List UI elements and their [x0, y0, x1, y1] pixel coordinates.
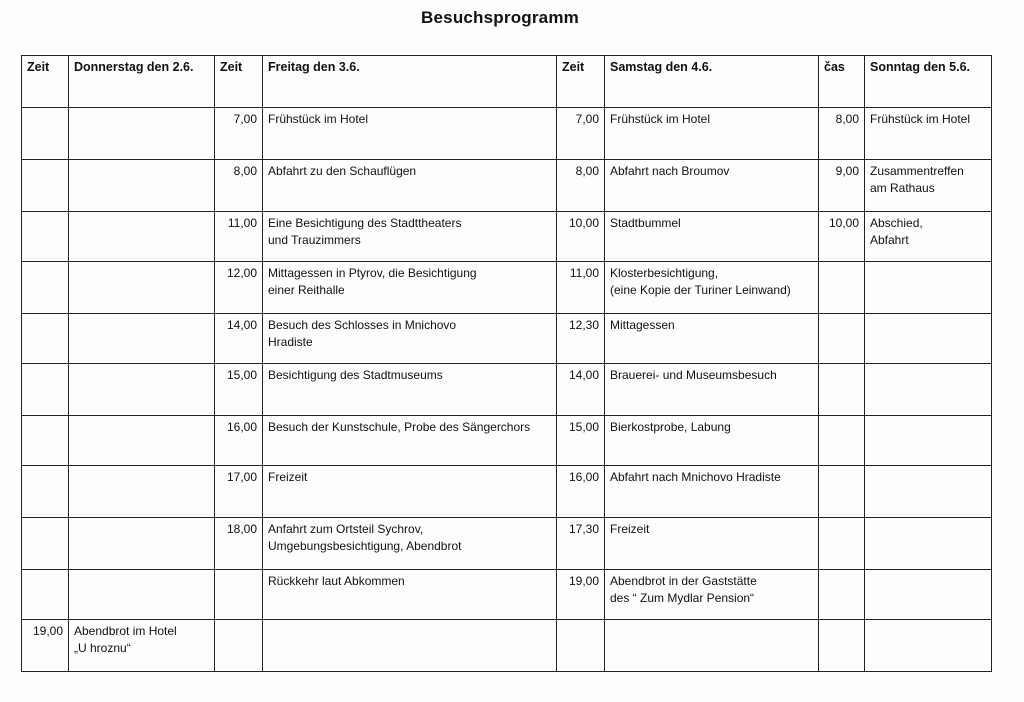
event-line: Bierkostprobe, Labung [610, 420, 731, 434]
thursday-event-cell [69, 518, 215, 570]
saturday-event-cell [605, 416, 819, 466]
event-line: einer Reithalle [268, 283, 345, 297]
saturday-event-cell [605, 570, 819, 620]
sunday-time-cell [819, 262, 865, 314]
table-row [22, 570, 992, 620]
event-line: des “ Zum Mydlar Pension“ [610, 591, 755, 605]
thursday-event-cell [69, 212, 215, 262]
saturday-event-cell [605, 212, 819, 262]
friday-event-cell [263, 570, 557, 620]
table-row [22, 314, 992, 364]
sunday-time-cell [819, 620, 865, 672]
friday-time-cell: 16,00 [215, 416, 263, 466]
thursday-event-cell [69, 108, 215, 160]
sunday-time-cell: 9,00 [819, 160, 865, 212]
sunday-event-cell [865, 314, 992, 364]
event-line: und Trauzimmers [268, 233, 361, 247]
table-row [22, 212, 992, 262]
event-line: Mittagessen [610, 318, 675, 332]
thursday-time-cell [22, 108, 69, 160]
event-line: Abendbrot in der Gaststätte [610, 574, 757, 588]
header-sunday: Sonntag den 5.6. [865, 56, 992, 108]
sunday-event-cell [865, 570, 992, 620]
friday-event-cell [263, 262, 557, 314]
friday-event-cell [263, 160, 557, 212]
event-line: Abfahrt zu den Schauflügen [268, 164, 417, 178]
saturday-event-cell [605, 364, 819, 416]
sunday-time-cell: 10,00 [819, 212, 865, 262]
sunday-event-cell [865, 108, 992, 160]
sunday-time-cell [819, 466, 865, 518]
friday-event-cell [263, 314, 557, 364]
thursday-event-cell [69, 364, 215, 416]
sunday-event-cell [865, 620, 992, 672]
saturday-time-cell: 19,00 [557, 570, 605, 620]
saturday-time-cell: 14,00 [557, 364, 605, 416]
event-line: Besuch der Kunstschule, Probe des Sängerchors [268, 420, 531, 434]
event-line: Hradiste [268, 335, 313, 349]
table-row [22, 262, 992, 314]
friday-time-cell [215, 620, 263, 672]
sunday-event-cell [865, 416, 992, 466]
friday-event-cell [263, 518, 557, 570]
sunday-event-cell [865, 262, 992, 314]
event-line: Rückkehr laut Abkommen [268, 574, 405, 588]
table-row [22, 108, 992, 160]
sunday-event-cell [865, 160, 992, 212]
event-line: Freizeit [268, 470, 308, 484]
friday-event-cell [263, 620, 557, 672]
saturday-time-cell: 15,00 [557, 416, 605, 466]
table-row [22, 364, 992, 416]
schedule-body [22, 108, 992, 672]
event-line: Brauerei- und Museumsbesuch [610, 368, 777, 382]
thursday-event-cell [69, 262, 215, 314]
header-row [22, 56, 992, 108]
header-time-sunday: čas [819, 56, 865, 108]
saturday-event-cell [605, 108, 819, 160]
event-line: Zusammentreffen [870, 164, 964, 178]
friday-time-cell: 15,00 [215, 364, 263, 416]
friday-event-cell [263, 212, 557, 262]
saturday-event-cell [605, 518, 819, 570]
event-line: Abfahrt [870, 233, 909, 247]
event-line: Anfahrt zum Ortsteil Sychrov, [268, 522, 424, 536]
saturday-time-cell [557, 620, 605, 672]
event-line: Abfahrt nach Mnichovo Hradiste [610, 470, 781, 484]
event-line: Klosterbesichtigung, [610, 266, 719, 280]
event-line: am Rathaus [870, 181, 935, 195]
friday-event-cell [263, 364, 557, 416]
event-line: Mittagessen in Ptyrov, die Besichtigung [268, 266, 477, 280]
saturday-event-cell [605, 314, 819, 364]
sunday-event-cell [865, 466, 992, 518]
friday-time-cell: 7,00 [215, 108, 263, 160]
sunday-time-cell [819, 570, 865, 620]
event-line: Freizeit [610, 522, 650, 536]
sunday-time-cell: 8,00 [819, 108, 865, 160]
table-row [22, 620, 992, 672]
sunday-time-cell [819, 364, 865, 416]
event-line: Frühstück im Hotel [610, 112, 711, 126]
thursday-event-cell [69, 570, 215, 620]
friday-event-cell [263, 108, 557, 160]
saturday-event-cell [605, 620, 819, 672]
table-row [22, 160, 992, 212]
event-line: Abendbrot im Hotel [74, 624, 177, 638]
friday-time-cell: 8,00 [215, 160, 263, 212]
saturday-time-cell: 11,00 [557, 262, 605, 314]
header-friday: Freitag den 3.6. [263, 56, 557, 108]
friday-time-cell: 18,00 [215, 518, 263, 570]
thursday-time-cell [22, 262, 69, 314]
event-line: (eine Kopie der Turiner Leinwand) [610, 283, 791, 297]
event-line: Umgebungsbesichtigung, Abendbrot [268, 539, 462, 553]
saturday-time-cell: 16,00 [557, 466, 605, 518]
thursday-time-cell [22, 570, 69, 620]
thursday-time-cell [22, 314, 69, 364]
friday-time-cell: 12,00 [215, 262, 263, 314]
event-line: Besuch des Schlosses in Mnichovo [268, 318, 457, 332]
thursday-time-cell [22, 212, 69, 262]
event-line: Besichtigung des Stadtmuseums [268, 368, 443, 382]
friday-event-cell [263, 466, 557, 518]
friday-time-cell: 14,00 [215, 314, 263, 364]
thursday-time-cell [22, 364, 69, 416]
table-row [22, 416, 992, 466]
schedule-table [21, 55, 992, 672]
saturday-time-cell: 10,00 [557, 212, 605, 262]
header-saturday: Samstag den 4.6. [605, 56, 819, 108]
header-thursday: Donnerstag den 2.6. [69, 56, 215, 108]
thursday-event-cell [69, 466, 215, 518]
saturday-event-cell [605, 466, 819, 518]
thursday-event-cell [69, 160, 215, 212]
saturday-time-cell: 17,30 [557, 518, 605, 570]
event-line: Abfahrt nach Broumov [610, 164, 730, 178]
page-title: Besuchsprogramm [421, 8, 579, 27]
saturday-event-cell [605, 160, 819, 212]
event-line: Stadtbummel [610, 216, 681, 230]
friday-event-cell [263, 416, 557, 466]
thursday-time-cell [22, 518, 69, 570]
saturday-event-cell [605, 262, 819, 314]
sunday-event-cell [865, 518, 992, 570]
thursday-time-cell [22, 466, 69, 518]
event-line: „U hroznu“ [74, 641, 131, 655]
event-line: Eine Besichtigung des Stadttheaters [268, 216, 462, 230]
sunday-time-cell [819, 314, 865, 364]
event-line: Abschied, [870, 216, 923, 230]
sunday-event-cell [865, 364, 992, 416]
event-line: Frühstück im Hotel [870, 112, 971, 126]
thursday-time-cell [22, 160, 69, 212]
friday-time-cell: 17,00 [215, 466, 263, 518]
saturday-time-cell: 12,30 [557, 314, 605, 364]
event-line: Frühstück im Hotel [268, 112, 369, 126]
thursday-event-cell [69, 620, 215, 672]
thursday-time-cell: 19,00 [22, 620, 69, 672]
sunday-time-cell [819, 518, 865, 570]
friday-time-cell: 11,00 [215, 212, 263, 262]
saturday-time-cell: 7,00 [557, 108, 605, 160]
thursday-event-cell [69, 416, 215, 466]
thursday-time-cell [22, 416, 69, 466]
thursday-event-cell [69, 314, 215, 364]
friday-time-cell [215, 570, 263, 620]
header-time-friday: Zeit [215, 56, 263, 108]
table-row [22, 466, 992, 518]
sunday-time-cell [819, 416, 865, 466]
saturday-time-cell: 8,00 [557, 160, 605, 212]
header-time-thursday: Zeit [22, 56, 69, 108]
table-row [22, 518, 992, 570]
sunday-event-cell [865, 212, 992, 262]
header-time-saturday: Zeit [557, 56, 605, 108]
